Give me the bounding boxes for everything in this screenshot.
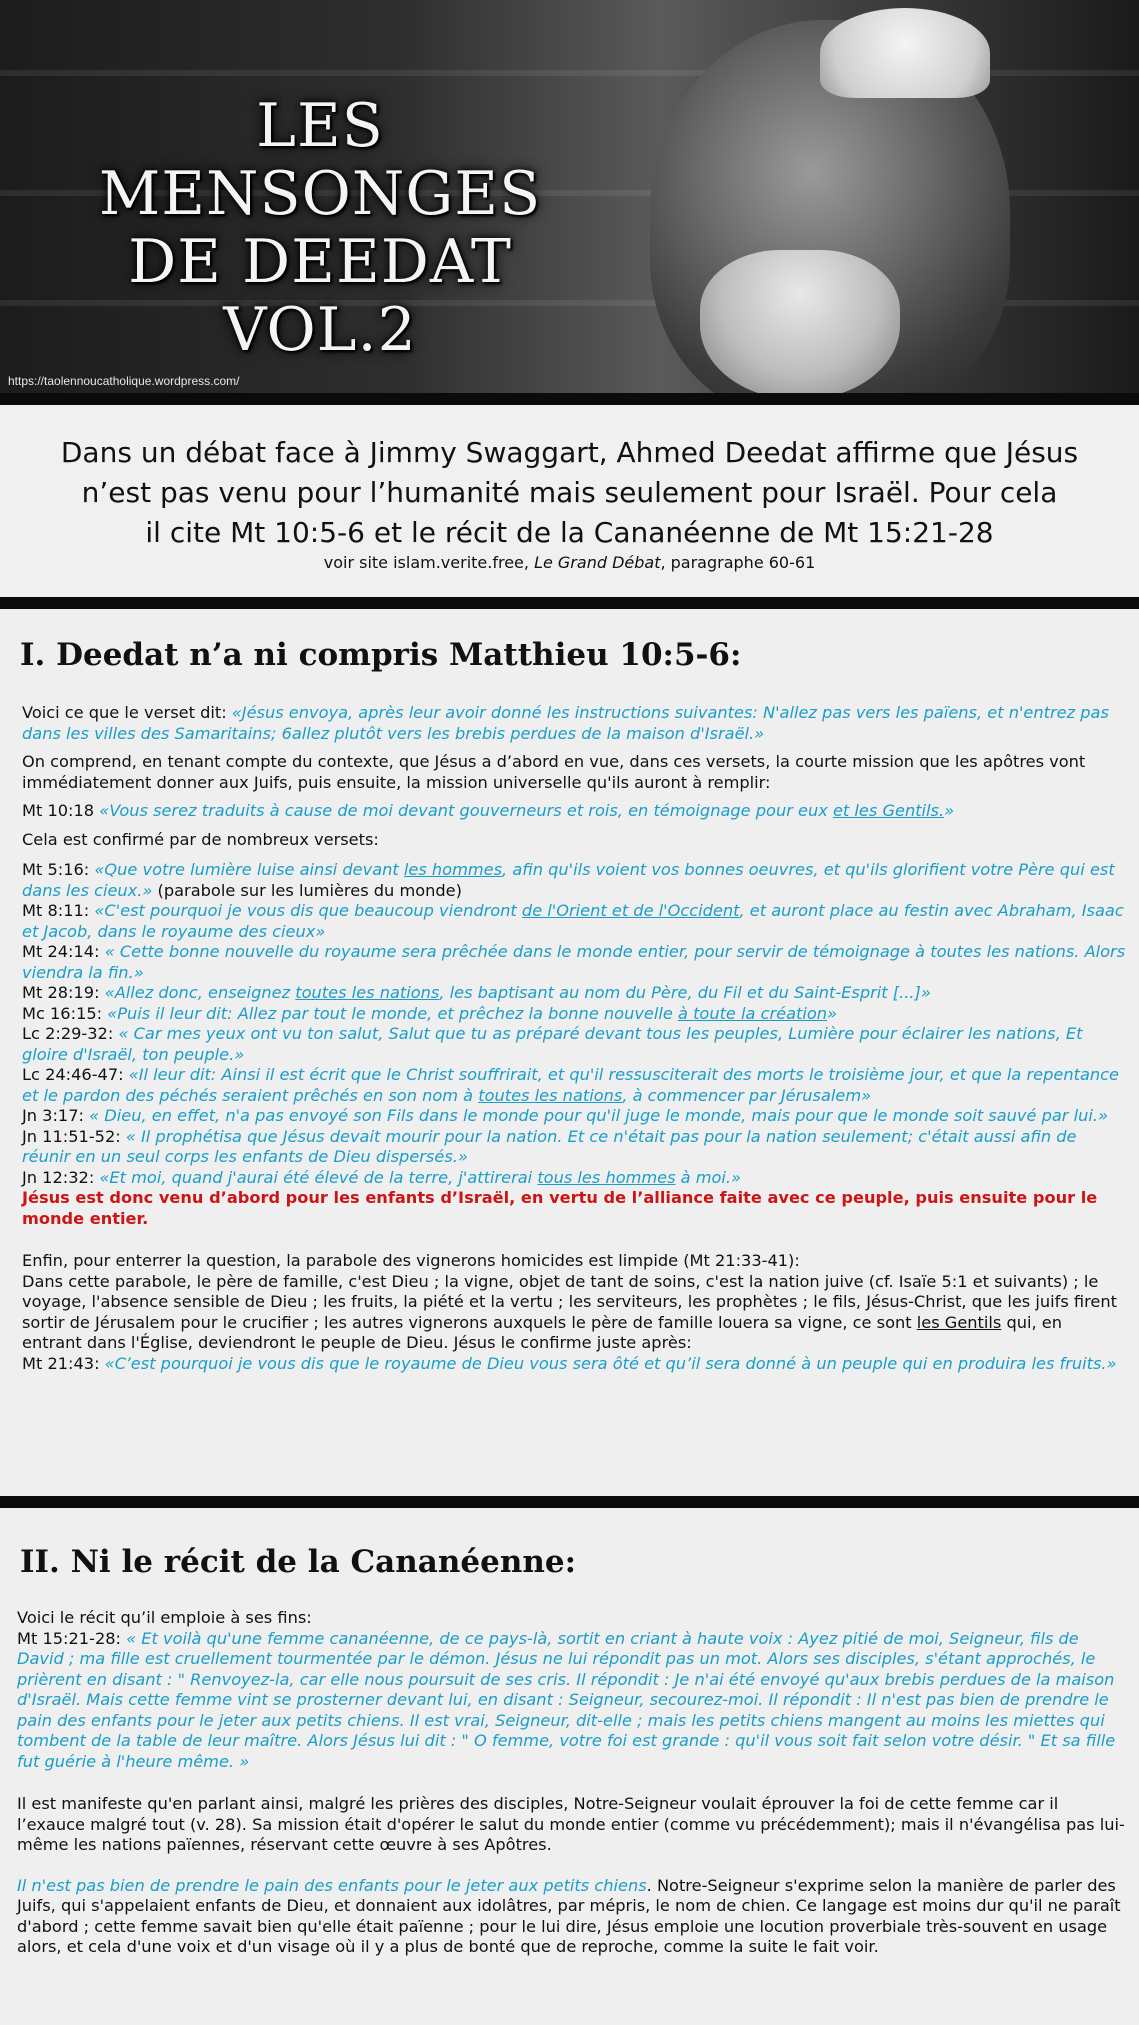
verse-quote: « Et voilà qu'une femme cananéenne, de ce pays-là, sortit en criant à haute voix : Ayez pitié de moi, Seigneur, fils de David ; ma fille est cruellement tourmentée par le démon. Jésus ne lui répondit pas un mot. Alors ses disciples, s'étant approchés, le prièrent en disant : " Renvoyez-la, car elle nous poursuit de ses cris. Il répondit : Je n'ai été envoyé qu'aux brebis perdues de la maison d'Israël. Mais cette femme vint se prosterner devant lui, en disant : Seigneur, secourez-moi. Il répondit : Il n'est pas bien de prendre le pain des enfants pour le jeter aux petits chiens. Il est vrai, Seigneur, dit-elle ; mais les petits chiens mangent au moins les miettes qui tombent de la table de leur maître. Alors Jésus lui dit : " O femme, votre foi est grande : qu'il vous soit fait selon votre désir. " Et sa fille fut guérie à l'heure même. » (17, 1628, 1116, 1771)
section-content (22, 703, 1126, 1374)
verse-ref: Lc 2:29-32: (22, 1024, 119, 1043)
verse-ref: Mt 15:21-28: (17, 1628, 127, 1648)
verse-ref: Mt 10:18 (22, 801, 100, 820)
quote-part: , à commencer par Jérusalem» (622, 1085, 872, 1105)
divider (0, 597, 1139, 609)
paragraph: On comprend, en tenant compte du contexte, que Jésus a d’abord en vue, dans ces versets, la courte mission que les apôtres vont immédiatement donner aux Juifs, puis ensuite, la mission universelle qu'ils auront à remplir: (22, 752, 1086, 792)
verse-quote (22, 901, 1124, 941)
verse-ref: Mt 8:11: (22, 901, 95, 920)
source-title: Le Grand Débat (534, 553, 661, 572)
verse (22, 801, 1126, 822)
paragraph: Il est manifeste qu'en parlant ainsi, malgré les prières des disciples, Notre-Seigneur voulait éprouver la foi de cette femme car il l’exauce malgré tout (v. 28). Sa mission était d'opérer le salut du monde entier (comme vu précédemment); mais il n'évangélisa pas lui-même les nations païennes, réservant cette œuvre à ses Apôtres. (17, 1794, 1125, 1854)
verse (22, 1168, 1126, 1189)
source-prefix: voir site islam.verite.free, (323, 553, 535, 572)
portrait-beard (700, 250, 900, 393)
section-matthieu (0, 609, 1139, 1496)
verse (22, 860, 1126, 901)
verse (22, 942, 1126, 983)
section-title: II. Ni le récit de la Cananéenne: (20, 1544, 577, 1580)
verse (22, 983, 1126, 1004)
verse (22, 1127, 1126, 1168)
verse-ref: Jn 3:17: (22, 1106, 90, 1125)
paragraph (22, 703, 1126, 744)
verse-quote: « Car mes yeux ont vu ton salut, Salut que tu as préparé devant tous les peuples, Lumière pour éclairer les nations, Et gloire d'Israël, ton peuple.» (22, 1024, 1083, 1064)
verse (17, 1629, 1129, 1773)
paragraph: Cela est confirmé par de nombreux versets: (22, 829, 379, 849)
quote-part: «Puis il leur dit: Allez par tout le monde, et prêchez la bonne nouvelle (107, 1003, 678, 1023)
verse-ref: Jn 11:51-52: (22, 1126, 126, 1146)
intro-line: Dans un débat face à Jimmy Swaggart, Ahmed Deedat affirme que Jésus (60, 436, 1079, 469)
divider (0, 1496, 1139, 1508)
intro-line: il cite Mt 10:5-6 et le récit de la Cananéenne de Mt 15:21-28 (145, 516, 994, 549)
verse-note: (parabole sur les lumières du monde) (152, 880, 462, 900)
verse-ref: Mt 21:43: (22, 1353, 105, 1373)
section-title: I. Deedat n’a ni compris Matthieu 10:5-6: (20, 637, 742, 673)
paragraph (22, 1251, 1126, 1374)
verse-ref: Mt 28:19: (22, 983, 105, 1002)
verse-quote: « Cette bonne nouvelle du royaume sera prêchée dans le monde entier, pour servir de témoignage à toutes les nations. Alors viendra la fin.» (22, 942, 1126, 982)
verse (22, 1106, 1126, 1127)
quote-part: , afin qu'ils voient vos bonnes oeuvres, et qu'ils glorifient votre Père qui est dans les cieux.» (22, 860, 1115, 900)
paragraph (17, 1876, 1129, 1958)
quote-underline: les hommes (403, 860, 503, 879)
verse (22, 1024, 1126, 1065)
verse-quote: « Il prophétisa que Jésus devait mourir pour la nation. Et ce n'était pas pour la nation seulement; c'était aussi afin de réunir en un seul corps les enfants de Dieu dispersés.» (22, 1126, 1077, 1166)
banner-title-line: DE DEEDAT (128, 227, 512, 297)
quote-part: «Allez donc, enseignez (104, 983, 296, 1002)
quote-part: » (827, 1003, 838, 1023)
text-part: qui, en entrant dans l'Église, deviendront le peuple de Dieu. Jésus le confirme juste après: (22, 1312, 1063, 1352)
quote-underline: à toute la création (678, 1003, 828, 1023)
verse-ref: Jn 12:32: (22, 1167, 100, 1187)
quote-underline: tous les hommes (537, 1167, 676, 1187)
source-suffix: , paragraphe 60-61 (660, 553, 816, 572)
header-banner (0, 0, 1139, 393)
verse-ref: Mt 24:14: (22, 942, 105, 961)
section-content (17, 1608, 1129, 1958)
portrait-cap (820, 8, 990, 98)
quote-underline: de l'Orient et de l'Occident (521, 901, 740, 920)
quote-part: , les baptisant au nom du Père, du Fil et du Saint-Esprit [...]» (439, 983, 931, 1002)
intro-line: n’est pas venu pour l’humanité mais seulement pour Israël. Pour cela (81, 476, 1058, 509)
quote-part: «C'est pourquoi je vous dis que beaucoup viendront (94, 901, 522, 920)
text-underline: les Gentils (916, 1312, 1002, 1332)
text: Voici ce que le verset dit: (22, 703, 232, 722)
verse (22, 901, 1126, 942)
quote-part: «Il leur dit: Ainsi il est écrit que le Christ souffrirait, et qu'il ressusciterait des morts le troisième jour, et que la repentance et le pardon des péchés seraient prêchés en son nom à (22, 1065, 1119, 1105)
verse-quote (99, 1168, 741, 1187)
text: Enfin, pour enterrer la question, la parabole des vignerons homicides est limpide (Mt 21:33-41): (22, 1251, 800, 1270)
verse (22, 1004, 1126, 1025)
section-cananeenne (0, 1508, 1139, 2025)
verse-quote: «Jésus envoya, après leur avoir donné les instructions suivantes: N'allez pas vers les païens, et n'entrez pas dans les villes des Samaritains; 6allez plutôt vers les brebis perdues de la maison d'Israël.» (22, 703, 1109, 743)
banner-title-line: LES MENSONGES (98, 91, 542, 229)
intro-block (0, 405, 1139, 597)
verse-quote: Il n'est pas bien de prendre le pain des enfants pour le jeter aux petits chiens (17, 1875, 647, 1895)
verse (22, 1065, 1126, 1106)
verse-ref: Mc 16:15: (22, 1003, 108, 1023)
source-url: https://taolennoucatholique.wordpress.com/ (8, 374, 240, 388)
text (22, 1272, 1126, 1354)
verse-ref: Mt 5:16: (22, 860, 95, 879)
verse-quote (99, 801, 954, 820)
verse-quote (105, 983, 931, 1002)
verse-list (22, 860, 1126, 1229)
verse-ref: Lc 24:46-47: (22, 1065, 129, 1084)
quote-part: «Que votre lumière luise ainsi devant (94, 860, 404, 879)
quote-part: » (944, 801, 955, 820)
text-part: . Notre-Seigneur s'exprime selon la manière de parler des Juifs, qui s'appelaient enfants de Dieu, et donnaient aux idolâtres, par mépris, le nom de chien. Ce langage est moins dur qu'il ne paraît d'abord ; cette femme savait bien qu'elle était païenne ; pour le lui dire, Jésus emploie une locution proverbiale très-souvent en usage alors, et cela d'une voix et d'un visage où il y a plus de bonté que de reproche, comme la suite le fait voir. (17, 1875, 1121, 1956)
banner-title-line: VOL.2 (223, 295, 417, 365)
intro-source (0, 553, 1139, 572)
divider (0, 393, 1139, 405)
quote-part: «Vous serez traduits à cause de moi devant gouverneurs et rois, en témoignage pour eux (99, 801, 833, 820)
conclusion-text: Jésus est donc venu d’abord pour les enfants d’Israël, en vertu de l’alliance faite avec ce peuple, puis ensuite pour le monde entier. (22, 1188, 1098, 1228)
quote-part: , et auront place au festin avec Abraham, Isaac et Jacob, dans le royaume des cieux» (22, 901, 1124, 941)
text-part: Dans cette parabole, le père de famille, c'est Dieu ; la vigne, objet de tant de soins, c'est la nation juive (cf. Isaïe 5:1 et suivants) ; le voyage, l'absence sensible de Dieu ; les fruits, la piété et la vertu ; les serviteurs, les prophètes ; le fils, Jésus-Christ, que les juifs firent sortir de Jérusalem pour le crucifier ; les autres vignerons auxquels le père de famille louera sa vigne, ce sont (22, 1271, 1117, 1332)
banner-title (30, 92, 610, 364)
verse-quote (22, 1065, 1119, 1105)
text: Voici le récit qu’il emploie à ses fins: (17, 1608, 312, 1627)
verse-quote (107, 1004, 837, 1023)
verse-quote: «C’est pourquoi je vous dis que le royaume de Dieu vous sera ôté et qu’il sera donné à un peuple qui en produira les fruits.» (104, 1353, 1117, 1373)
verse (22, 1354, 1126, 1375)
quote-underline: toutes les nations (295, 983, 440, 1002)
intro-text (0, 433, 1139, 553)
quote-underline: et les Gentils. (832, 801, 945, 820)
quote-part: à moi.» (675, 1167, 742, 1187)
quote-underline: toutes les nations (478, 1085, 623, 1105)
verse-quote: « Dieu, en effet, n'a pas envoyé son Fils dans le monde pour qu'il juge le monde, mais pour que le monde soit sauvé par lui.» (89, 1106, 1108, 1125)
quote-part: «Et moi, quand j'aurai été élevé de la terre, j'attirerai (99, 1167, 538, 1187)
